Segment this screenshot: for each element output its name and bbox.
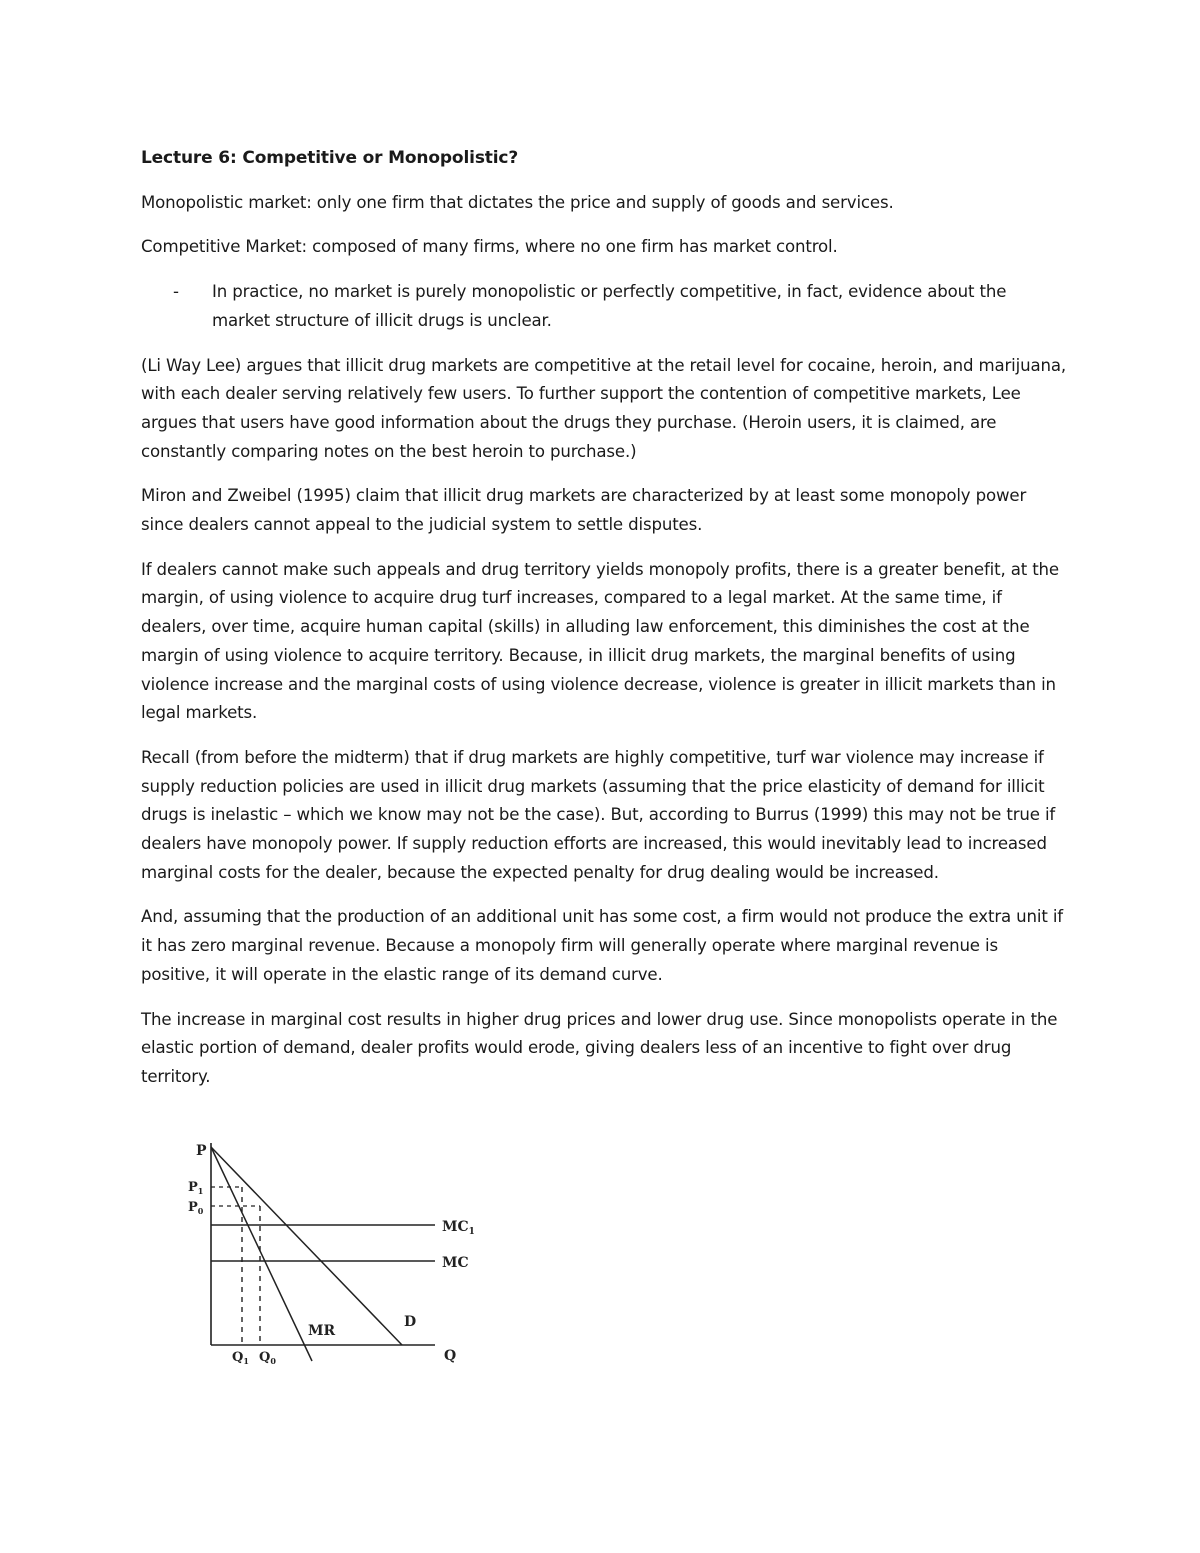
paragraph-conclusion: The increase in marginal cost results in higher drug prices and lower drug use. Since monopolists operate in the elastic portion of demand, dealer profits would erode, giving dealers less of an incentive to fight over drug territory. bbox=[141, 1009, 1058, 1086]
mc1-label: $MC_1$ bbox=[442, 1219, 475, 1237]
mr-curve bbox=[211, 1147, 312, 1361]
p1-label: $P_1$ bbox=[188, 1180, 204, 1196]
mr-label: MR bbox=[308, 1323, 336, 1339]
q1-label: $Q_1$ bbox=[232, 1350, 249, 1366]
document-body bbox=[141, 144, 1069, 1108]
monopoly-mc-diagram bbox=[180, 1135, 480, 1375]
paragraph-monopolistic-definition: Monopolistic market: only one firm that dictates the price and supply of goods and services. bbox=[141, 192, 894, 212]
bullet-item bbox=[141, 278, 1069, 335]
paragraph-marginal-revenue: And, assuming that the production of an additional unit has some cost, a firm would not produce the extra unit if it has zero marginal revenue. Because a monopoly firm will generally operate where marginal revenue is positive, it will operate in the elastic range of its demand curve. bbox=[141, 907, 1063, 984]
bullet-marker: - bbox=[173, 282, 179, 302]
bullet-text: In practice, no market is purely monopolistic or perfectly competitive, in fact, evidence about the market structure of illicit drugs is unclear. bbox=[212, 282, 1007, 330]
mc-label: MC bbox=[442, 1255, 469, 1271]
paragraph-violence-margin: If dealers cannot make such appeals and drug territory yields monopoly profits, there is a greater benefit, at the margin, of using violence to acquire drug turf increases, compared to a legal market. At the same time, if dealers, over time, acquire human capital (skills) in alluding law enforcement, this diminishes the cost at the margin of using violence to acquire territory. Because, in illicit drug markets, the marginal benefits of using violence increase and the marginal costs of using violence decrease, violence is greater in illicit markets than in legal markets. bbox=[141, 559, 1059, 723]
paragraph-competitive-definition: Competitive Market: composed of many firms, where no one firm has market control. bbox=[141, 237, 838, 257]
p0-label: $P_0$ bbox=[188, 1200, 204, 1216]
x-axis-label: Q bbox=[444, 1348, 457, 1364]
d-label: D bbox=[404, 1314, 417, 1330]
paragraph-miron-zweibel: Miron and Zweibel (1995) claim that illicit drug markets are characterized by at least some monopoly power since dealers cannot appeal to the judicial system to settle disputes. bbox=[141, 486, 1027, 535]
y-axis-label: P bbox=[196, 1143, 207, 1159]
paragraph-burrus: Recall (from before the midterm) that if drug markets are highly competitive, turf war violence may increase if supply reduction policies are used in illicit drug markets (assuming that the price elasticity of demand for illicit drugs is inelastic – which we know may not be the case). But, according to Burrus (1999) this may not be true if dealers have monopoly power. If supply reduction efforts are increased, this would inevitably lead to increased marginal costs for the dealer, because the expected penalty for drug dealing would be increased. bbox=[141, 747, 1056, 882]
demand-curve bbox=[211, 1147, 402, 1345]
q0-label: $Q_0$ bbox=[259, 1350, 276, 1366]
page-title: Lecture 6: Competitive or Monopolistic? bbox=[141, 148, 519, 168]
paragraph-li-way-lee: (Li Way Lee) argues that illicit drug markets are competitive at the retail level for cocaine, heroin, and marijuana, with each dealer serving relatively few users. To further support the contention of competitive markets, Lee argues that users have good information about the drugs they purchase. (Heroin users, it is claimed, are constantly comparing notes on the best heroin to purchase.) bbox=[141, 355, 1067, 461]
diagram-svg bbox=[180, 1135, 480, 1375]
